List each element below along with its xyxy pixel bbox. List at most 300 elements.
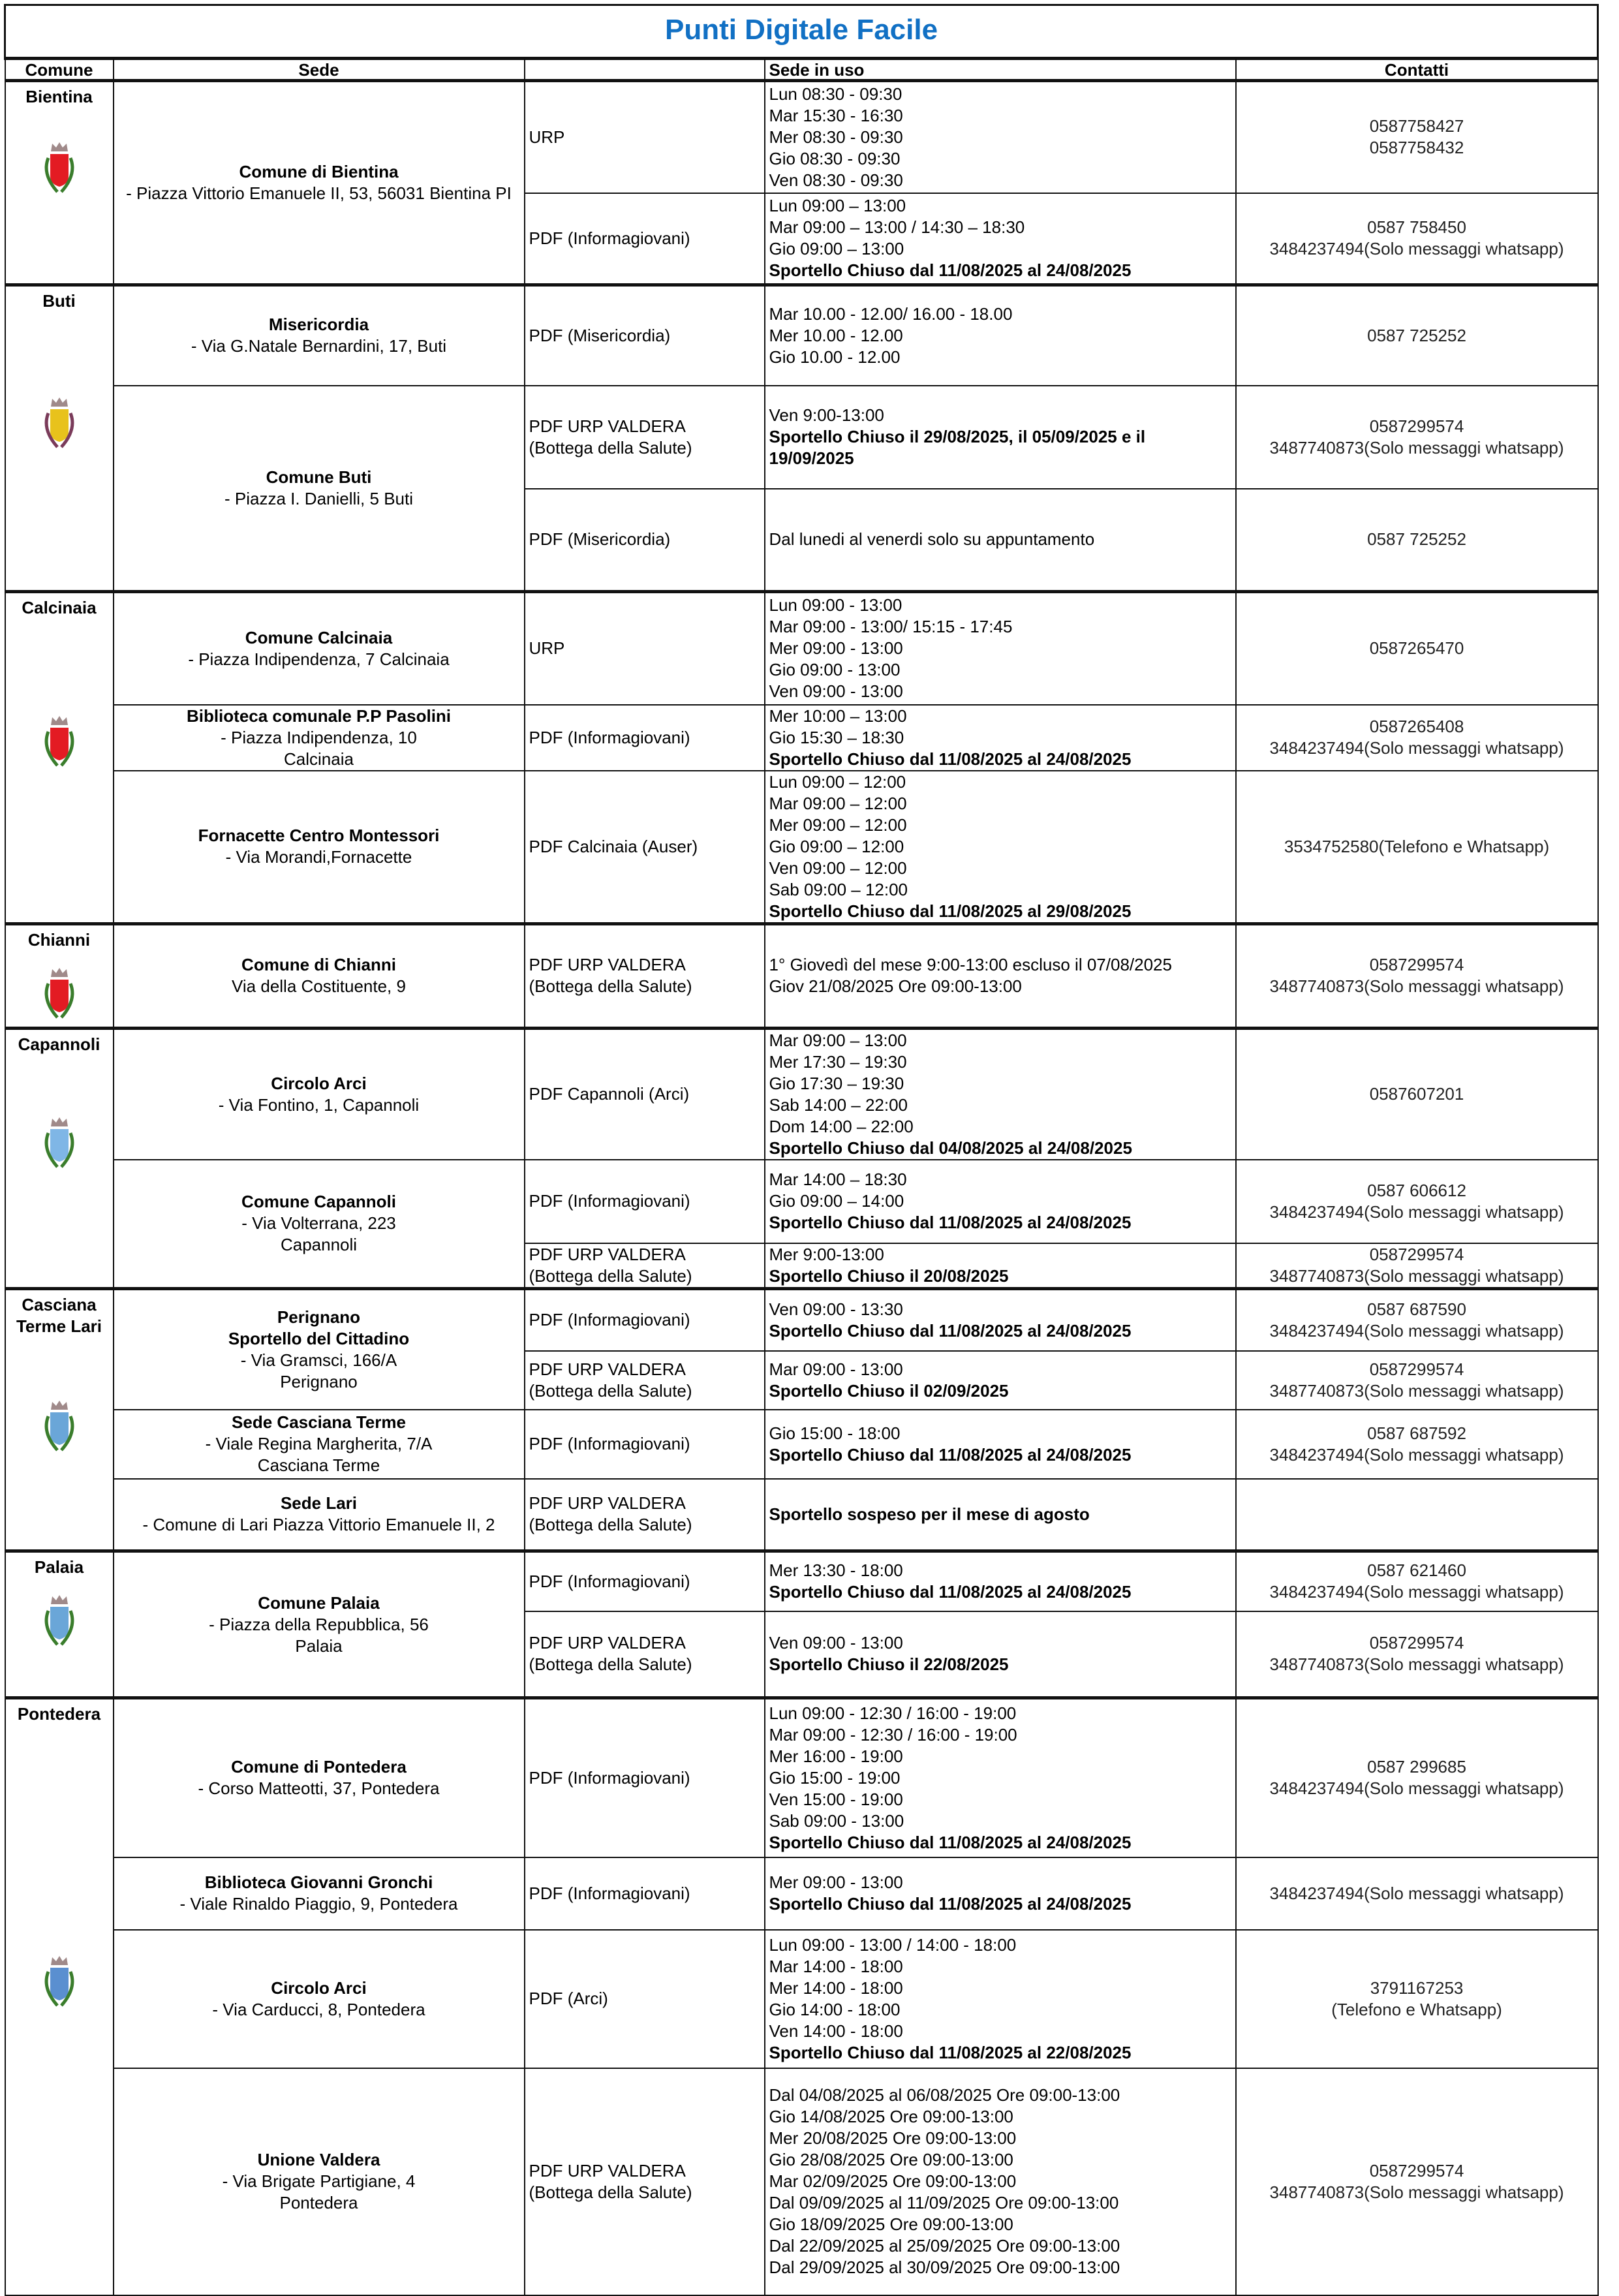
sede-cell	[114, 771, 525, 924]
comune-cell	[5, 285, 114, 592]
opening-hours-line: Mar 02/09/2025 Ore 09:00-13:00	[769, 2171, 1017, 2191]
opening-hours-cell	[765, 1479, 1236, 1551]
opening-hours-cell	[765, 1857, 1236, 1930]
sede-name: Biblioteca comunale P.P Pasolini	[186, 706, 452, 726]
contacts-cell	[1236, 771, 1598, 924]
sede-name-secondary: Sportello del Cittadino	[228, 1328, 410, 1348]
sede-cell	[114, 592, 525, 705]
contacts-cell	[1236, 1551, 1598, 1611]
comune-cell	[5, 592, 114, 924]
sede-cell	[114, 81, 525, 285]
service-type: PDF URP VALDERA	[529, 1359, 686, 1379]
service-type: URP	[529, 638, 565, 659]
service-type-cell	[525, 771, 765, 924]
sede-cell	[114, 1028, 525, 1160]
contacts-cell	[1236, 1857, 1598, 1930]
contacts-cell	[1236, 1698, 1598, 1857]
service-type-cell	[525, 1857, 765, 1930]
table-row	[5, 2068, 1598, 2295]
closure-notice: Sportello Chiuso dal 11/08/2025 al 24/08/2025	[769, 749, 1132, 769]
contact-phone: 0587 621460	[1367, 1560, 1466, 1581]
service-type: PDF (Informagiovani)	[529, 1310, 690, 1330]
sede-address: - Via Brigate Partigiane, 4	[222, 2171, 416, 2191]
closure-notice: Sportello Chiuso il 20/08/2025	[769, 1265, 1009, 1286]
table-row	[5, 592, 1598, 705]
contact-phone: 0587299574	[1369, 1633, 1464, 1653]
opening-hours-line: Mar 09:00 – 12:00	[769, 793, 907, 813]
closure-notice: Sportello Chiuso dal 11/08/2025 al 24/08/2025	[769, 1444, 1132, 1465]
service-type: (Bottega della Salute)	[529, 437, 692, 458]
service-type-cell	[525, 386, 765, 489]
comune-name: Palaia	[34, 1557, 84, 1577]
opening-hours-line: Mer 10.00 - 12.00	[769, 325, 903, 345]
contact-phone: 0587 725252	[1367, 325, 1466, 345]
table-row	[5, 1289, 1598, 1351]
service-type: PDF (Arci)	[529, 1989, 608, 2008]
opening-hours-line: Ven 08:30 - 09:30	[769, 170, 903, 190]
opening-hours-cell	[765, 771, 1236, 924]
service-type: (Bottega della Salute)	[529, 1380, 692, 1401]
opening-hours-line: Ven 9:00-13:00	[769, 405, 884, 425]
service-type-cell	[525, 1698, 765, 1857]
sede-address: Casciana Terme	[257, 1455, 380, 1475]
opening-hours-line: Dal 29/09/2025 al 30/09/2025 Ore 09:00-13:00	[769, 2257, 1120, 2277]
sede-name: Comune Palaia	[258, 1592, 380, 1613]
table-row	[5, 285, 1598, 386]
title-cell	[5, 5, 1598, 59]
opening-hours-line: Dom 14:00 – 22:00	[769, 1116, 914, 1136]
contact-phone: 3484237494(Solo messaggi whatsapp)	[1269, 1883, 1564, 1903]
sede-name: Comune Calcinaia	[245, 627, 393, 647]
opening-hours-line: Gio 09:00 - 13:00	[769, 660, 901, 680]
opening-hours-line: Lun 09:00 – 13:00	[769, 196, 906, 216]
contacts-cell	[1236, 1289, 1598, 1351]
sede-name: Unione Valdera	[257, 2150, 380, 2169]
sede-name: Comune Buti	[266, 467, 372, 487]
table-row	[5, 1551, 1598, 1611]
opening-hours-line: Mer 16:00 - 19:00	[769, 1746, 903, 1766]
contact-phone: 0587299574	[1369, 2160, 1464, 2180]
opening-hours-line: Lun 09:00 - 12:30 / 16:00 - 19:00	[769, 1703, 1017, 1723]
comune-cell	[5, 1698, 114, 2295]
service-type: PDF URP VALDERA	[529, 416, 686, 436]
sede-address: - Comune di Lari Piazza Vittorio Emanuele II, 2	[142, 1515, 495, 1535]
opening-hours-line: Mar 10.00 - 12.00/ 16.00 - 18.00	[769, 303, 1013, 324]
coat-of-arms-icon	[39, 1113, 80, 1172]
table-row	[5, 1698, 1598, 1857]
service-type-cell	[525, 705, 765, 771]
closure-notice: Sportello Chiuso dal 11/08/2025 al 24/08/2025	[769, 1320, 1132, 1341]
sede-cell	[114, 1160, 525, 1289]
service-type-cell	[525, 1410, 765, 1479]
closure-notice: Sportello Chiuso il 02/09/2025	[769, 1380, 1009, 1401]
contact-phone: 3484237494(Solo messaggi whatsapp)	[1269, 1582, 1564, 1602]
opening-hours-cell	[765, 1410, 1236, 1479]
contact-phone: 3791167253	[1370, 1978, 1464, 1998]
coat-of-arms-icon	[39, 712, 80, 771]
opening-hours-line: Gio 10.00 - 12.00	[769, 347, 901, 367]
opening-hours-cell	[765, 1289, 1236, 1351]
sede-address: Perignano	[280, 1371, 358, 1391]
contact-phone: 3484237494(Solo messaggi whatsapp)	[1269, 1444, 1564, 1465]
sede-cell	[114, 1551, 525, 1698]
sede-address: - Corso Matteotti, 37, Pontedera	[198, 1778, 440, 1799]
opening-hours-line: Gio 09:00 – 14:00	[769, 1191, 904, 1211]
opening-hours-line: Lun 08:30 - 09:30	[769, 84, 902, 104]
sede-name: Circolo Arci	[271, 1978, 367, 1998]
sede-address: - Via Carducci, 8, Pontedera	[212, 1999, 425, 2019]
table-row	[5, 386, 1598, 489]
opening-hours-line: Ven 09:00 – 12:00	[769, 858, 907, 878]
contact-phone: 3484237494(Solo messaggi whatsapp)	[1269, 738, 1564, 758]
sede-name: Biblioteca Giovanni Gronchi	[204, 1872, 433, 1892]
comune-name: Chianni	[27, 929, 91, 950]
opening-hours-line: Giov 21/08/2025 Ore 09:00-13:00	[769, 976, 1022, 996]
contact-phone: 3487740873(Solo messaggi whatsapp)	[1269, 1654, 1564, 1675]
coat-of-arms-icon	[39, 964, 80, 1023]
contacts-cell	[1236, 1351, 1598, 1410]
table-row	[5, 705, 1598, 771]
contact-phone: 0587 687592	[1367, 1423, 1466, 1443]
contacts-cell	[1236, 923, 1598, 1028]
opening-hours-line: Mer 13:30 - 18:00	[769, 1560, 903, 1581]
contact-phone: 3487740873(Solo messaggi whatsapp)	[1269, 1265, 1564, 1286]
comune-name: Bientina	[25, 87, 93, 106]
service-type-cell	[525, 1243, 765, 1289]
opening-hours-line: Dal 22/09/2025 al 25/09/2025 Ore 09:00-13:00	[769, 2236, 1120, 2256]
service-type: PDF (Misericordia)	[529, 529, 671, 550]
sede-name: Comune di Pontedera	[231, 1757, 407, 1777]
contact-phone: 3487740873(Solo messaggi whatsapp)	[1269, 1380, 1564, 1401]
opening-hours-line: Mer 08:30 - 09:30	[769, 127, 903, 147]
header-comune: Comune	[5, 59, 114, 81]
opening-hours-cell	[765, 592, 1236, 705]
sede-cell	[114, 1479, 525, 1551]
opening-hours-cell	[765, 1351, 1236, 1410]
contacts-cell	[1236, 193, 1598, 285]
service-type: PDF URP VALDERA	[529, 955, 686, 974]
opening-hours-line: Mer 09:00 – 12:00	[769, 814, 907, 835]
contact-phone: 0587 687590	[1367, 1299, 1466, 1319]
opening-hours-line: Gio 15:00 - 19:00	[769, 1767, 901, 1788]
header-sede: Sede	[114, 59, 525, 81]
comune-name: Pontedera	[17, 1704, 101, 1724]
closure-notice: Sportello Chiuso il 29/08/2025, il 05/09/2025 e il 19/09/2025	[769, 427, 1146, 468]
opening-hours-line: Mar 14:00 – 18:30	[769, 1170, 907, 1189]
opening-hours-line: Ven 15:00 - 19:00	[769, 1789, 903, 1809]
service-type-cell	[525, 489, 765, 592]
service-type: PDF URP VALDERA	[529, 1493, 686, 1513]
comune-cell	[5, 1551, 114, 1698]
contact-phone: (Telefono e Whatsapp)	[1331, 1999, 1502, 2019]
coat-of-arms-icon	[39, 1591, 80, 1650]
closure-notice: Sportello Chiuso dal 11/08/2025 al 24/08/2025	[769, 1213, 1132, 1232]
opening-hours-line: Dal 04/08/2025 al 06/08/2025 Ore 09:00-13:00	[769, 2085, 1120, 2105]
service-type: PDF URP VALDERA	[529, 1633, 686, 1653]
opening-hours-cell	[765, 923, 1236, 1028]
sede-cell	[114, 285, 525, 386]
opening-hours-cell	[765, 285, 1236, 386]
contact-phone: 3484237494(Solo messaggi whatsapp)	[1269, 239, 1564, 259]
contacts-cell	[1236, 489, 1598, 592]
opening-hours-line: Mar 09:00 - 13:00	[769, 1359, 903, 1379]
opening-hours-line: Ven 09:00 - 13:00	[769, 681, 903, 702]
service-type: PDF URP VALDERA	[529, 2160, 686, 2180]
opening-hours-cell	[765, 1930, 1236, 2068]
contact-phone: 0587299574	[1369, 416, 1464, 436]
contacts-cell	[1236, 592, 1598, 705]
table-row	[5, 1410, 1598, 1479]
closure-notice: Sportello Chiuso il 22/08/2025	[769, 1654, 1009, 1675]
service-type: PDF (Informagiovani)	[529, 1767, 690, 1788]
service-type: (Bottega della Salute)	[529, 1515, 692, 1535]
opening-hours-line: Gio 15:00 - 18:00	[769, 1423, 901, 1443]
contact-phone: 3484237494(Solo messaggi whatsapp)	[1269, 1778, 1564, 1799]
sede-name: Circolo Arci	[271, 1073, 367, 1093]
opening-hours-line: Mar 09:00 – 13:00 / 14:30 – 18:30	[769, 217, 1025, 238]
service-type-cell	[525, 1289, 765, 1351]
sede-cell	[114, 1289, 525, 1410]
comune-cell	[5, 81, 114, 285]
opening-hours-cell	[765, 1028, 1236, 1160]
sede-address: Capannoli	[280, 1235, 358, 1255]
contacts-cell	[1236, 386, 1598, 489]
sede-address: - Via Gramsci, 166/A	[240, 1350, 397, 1370]
opening-hours-line: Dal 09/09/2025 al 11/09/2025 Ore 09:00-13:00	[769, 2193, 1119, 2212]
service-type: (Bottega della Salute)	[529, 976, 692, 996]
opening-hours-cell	[765, 1243, 1236, 1289]
opening-hours-line: Mer 17:30 – 19:30	[769, 1051, 907, 1072]
opening-hours-line: 1° Giovedì del mese 9:00-13:00 escluso il 07/08/2025	[769, 955, 1172, 974]
contacts-cell	[1236, 1160, 1598, 1243]
closure-notice: Sportello Chiuso dal 11/08/2025 al 22/08/2025	[769, 2042, 1132, 2062]
opening-hours-line: Lun 09:00 - 13:00 / 14:00 - 18:00	[769, 1934, 1017, 1955]
sede-address: - Piazza Indipendenza, 7 Calcinaia	[188, 649, 450, 669]
contacts-cell	[1236, 2068, 1598, 2295]
header-contatti: Contatti	[1236, 59, 1598, 81]
service-type: (Bottega della Salute)	[529, 1654, 692, 1675]
sede-name: Comune di Chianni	[241, 955, 396, 974]
coat-of-arms-icon	[39, 1397, 80, 1455]
sede-address: - Via Volterrana, 223	[241, 1213, 396, 1233]
contacts-cell	[1236, 285, 1598, 386]
service-type-cell	[525, 1479, 765, 1551]
sede-address: - Piazza I. Danielli, 5 Buti	[224, 488, 413, 508]
service-type: PDF Capannoli (Arci)	[529, 1084, 690, 1104]
sede-name: Misericordia	[268, 315, 369, 335]
sede-cell	[114, 1410, 525, 1479]
opening-hours-line: Sab 09:00 - 13:00	[769, 1810, 904, 1831]
service-type-cell	[525, 193, 765, 285]
opening-hours-cell	[765, 705, 1236, 771]
opening-hours-line: Mer 09:00 - 13:00	[769, 1872, 903, 1892]
sede-address: Pontedera	[279, 2193, 358, 2212]
opening-hours-line: Mer 14:00 - 18:00	[769, 1978, 903, 1998]
service-type-cell	[525, 1611, 765, 1698]
service-type-cell	[525, 923, 765, 1028]
sede-cell	[114, 705, 525, 771]
sede-name: Sede Casciana Terme	[232, 1412, 406, 1432]
coat-of-arms-icon	[39, 138, 80, 197]
contact-phone: 0587 758450	[1367, 217, 1466, 238]
contact-phone: 0587265408	[1369, 717, 1464, 736]
contact-phone: 0587299574	[1369, 955, 1464, 974]
contact-phone: 0587 606612	[1367, 1180, 1466, 1200]
opening-hours-line: Sab 14:00 – 22:00	[769, 1094, 908, 1115]
opening-hours-line: Gio 09:00 – 12:00	[769, 836, 904, 856]
sede-cell	[114, 923, 525, 1028]
header-sede-in-uso: Sede in uso	[765, 59, 1236, 81]
sede-address: Palaia	[295, 1636, 343, 1656]
opening-hours-cell	[765, 81, 1236, 193]
opening-hours-cell	[765, 1698, 1236, 1857]
opening-hours-line: Mar 09:00 – 13:00	[769, 1030, 907, 1050]
contact-phone: 0587 299685	[1367, 1757, 1466, 1777]
opening-hours-line: Gio 15:30 – 18:30	[769, 727, 904, 747]
sede-name: Fornacette Centro Montessori	[198, 826, 440, 845]
closure-notice: Sportello Chiuso dal 11/08/2025 al 24/08/2025	[769, 260, 1132, 281]
opening-hours-cell	[765, 489, 1236, 592]
comune-name: Buti	[42, 291, 76, 311]
opening-hours-line: Lun 09:00 – 12:00	[769, 771, 906, 792]
sede-address: - Via G.Natale Bernardini, 17, Buti	[191, 336, 447, 356]
schedule-sheet	[4, 4, 1597, 2296]
sede-name: Sede Lari	[280, 1493, 358, 1513]
table-row	[5, 771, 1598, 924]
contact-phone: 3487740873(Solo messaggi whatsapp)	[1269, 437, 1564, 458]
service-type-cell	[525, 1551, 765, 1611]
service-type-cell	[525, 2068, 765, 2295]
service-type-cell	[525, 285, 765, 386]
service-type: PDF URP VALDERA	[529, 1244, 686, 1264]
sede-address: - Piazza della Repubblica, 56	[209, 1614, 429, 1634]
opening-hours-line: Mer 20/08/2025 Ore 09:00-13:00	[769, 2128, 1017, 2148]
comune-name: Calcinaia	[22, 598, 97, 617]
contact-phone: 0587758427	[1369, 116, 1464, 136]
service-type: PDF (Informagiovani)	[529, 228, 690, 248]
sede-address: - Viale Regina Margherita, 7/A	[205, 1434, 433, 1453]
contacts-cell	[1236, 1479, 1598, 1551]
contacts-cell	[1236, 1243, 1598, 1289]
contact-phone: 0587299574	[1369, 1244, 1464, 1264]
opening-hours-line: Gio 28/08/2025 Ore 09:00-13:00	[769, 2150, 1013, 2169]
contacts-cell	[1236, 1930, 1598, 2068]
opening-hours-line: Gio 08:30 - 09:30	[769, 148, 901, 168]
table-row	[5, 1857, 1598, 1930]
table-body	[5, 81, 1598, 2295]
opening-hours-cell	[765, 2068, 1236, 2295]
closure-notice: Sportello Chiuso dal 04/08/2025 al 24/08/2025	[769, 1138, 1132, 1158]
contacts-cell	[1236, 1028, 1598, 1160]
table-row	[5, 1028, 1598, 1160]
sede-address: - Via Fontino, 1, Capannoli	[218, 1094, 420, 1115]
opening-hours-line: Ven 09:00 - 13:00	[769, 1633, 903, 1653]
service-type: PDF (Informagiovani)	[529, 1434, 690, 1453]
table-row	[5, 1160, 1598, 1243]
sede-address: - Viale Rinaldo Piaggio, 9, Pontedera	[179, 1894, 458, 1914]
comune-cell	[5, 923, 114, 1028]
opening-hours-line: Sab 09:00 – 12:00	[769, 879, 908, 899]
opening-hours-line: Mer 09:00 - 13:00	[769, 638, 903, 659]
contacts-cell	[1236, 81, 1598, 193]
sede-cell	[114, 1857, 525, 1930]
closure-notice: Sportello Chiuso dal 11/08/2025 al 24/08/2025	[769, 1582, 1132, 1602]
opening-hours-line: Gio 14/08/2025 Ore 09:00-13:00	[769, 2107, 1013, 2126]
sede-cell	[114, 2068, 525, 2295]
opening-hours-cell	[765, 1160, 1236, 1243]
service-type: URP	[529, 127, 565, 147]
comune-name: Capannoli	[18, 1034, 100, 1054]
contact-phone: 3487740873(Solo messaggi whatsapp)	[1269, 976, 1564, 996]
service-type: PDF (Informagiovani)	[529, 1571, 690, 1591]
service-type-cell	[525, 1930, 765, 2068]
contact-phone: 3534752580(Telefono e Whatsapp)	[1284, 836, 1550, 856]
closure-notice: Sportello sospeso per il mese di agosto	[769, 1504, 1090, 1524]
opening-hours-line: Ven 09:00 - 13:30	[769, 1299, 903, 1319]
service-type: PDF (Misericordia)	[529, 325, 671, 345]
service-type-cell	[525, 81, 765, 193]
service-type: PDF (Informagiovani)	[529, 1191, 690, 1211]
closure-notice: Sportello Chiuso dal 11/08/2025 al 29/08/2025	[769, 901, 1132, 921]
service-type: PDF (Informagiovani)	[529, 1883, 690, 1903]
opening-hours-line: Gio 17:30 – 19:30	[769, 1073, 904, 1093]
sede-cell	[114, 1698, 525, 1857]
service-type-cell	[525, 1160, 765, 1243]
opening-hours-line: Mer 10:00 – 13:00	[769, 706, 907, 726]
table-row	[5, 1930, 1598, 2068]
opening-hours-line: Mar 09:00 - 13:00/ 15:15 - 17:45	[769, 617, 1013, 637]
sede-name: Comune Capannoli	[241, 1192, 396, 1212]
contact-phone: 0587299574	[1369, 1359, 1464, 1379]
service-type: (Bottega della Salute)	[529, 1265, 692, 1286]
sede-address: - Via Morandi,Fornacette	[225, 847, 412, 867]
closure-notice: Sportello Chiuso dal 11/08/2025 al 24/08/2025	[769, 1894, 1132, 1914]
opening-hours-line: Gio 18/09/2025 Ore 09:00-13:00	[769, 2214, 1013, 2234]
opening-hours-line: Gio 09:00 – 13:00	[769, 239, 904, 259]
sede-name: Perignano	[277, 1307, 361, 1327]
opening-hours-cell	[765, 1551, 1236, 1611]
opening-hours-cell	[765, 1611, 1236, 1698]
opening-hours-line: Mer 9:00-13:00	[769, 1244, 884, 1264]
punti-table	[4, 4, 1599, 2296]
header-row	[5, 59, 1598, 81]
opening-hours-cell	[765, 193, 1236, 285]
comune-cell	[5, 1289, 114, 1551]
opening-hours-line: Mar 09:00 - 12:30 / 16:00 - 19:00	[769, 1724, 1017, 1745]
table-row	[5, 923, 1598, 1028]
opening-hours-line: Gio 14:00 - 18:00	[769, 1999, 901, 2019]
contact-phone: 0587265470	[1369, 638, 1464, 659]
contact-phone: 3484237494(Solo messaggi whatsapp)	[1269, 1202, 1564, 1222]
service-type: (Bottega della Salute)	[529, 2182, 692, 2202]
opening-hours-line: Ven 14:00 - 18:00	[769, 2021, 903, 2041]
contacts-cell	[1236, 1611, 1598, 1698]
contact-phone: 3487740873(Solo messaggi whatsapp)	[1269, 2182, 1564, 2202]
contacts-cell	[1236, 705, 1598, 771]
opening-hours-line: Lun 09:00 - 13:00	[769, 595, 902, 615]
contact-phone: 0587 725252	[1367, 529, 1466, 550]
service-type-cell	[525, 592, 765, 705]
opening-hours-line: Mar 14:00 - 18:00	[769, 1956, 903, 1976]
sede-address: - Piazza Indipendenza, 10	[221, 727, 417, 747]
comune-name: Casciana Terme Lari	[16, 1295, 102, 1336]
sede-address: Via della Costituente, 9	[232, 976, 406, 996]
page-title: Punti Digitale Facile	[664, 13, 938, 46]
coat-of-arms-icon	[39, 1952, 80, 2011]
sede-address: Calcinaia	[284, 749, 354, 769]
sede-cell	[114, 386, 525, 592]
table-row	[5, 81, 1598, 193]
